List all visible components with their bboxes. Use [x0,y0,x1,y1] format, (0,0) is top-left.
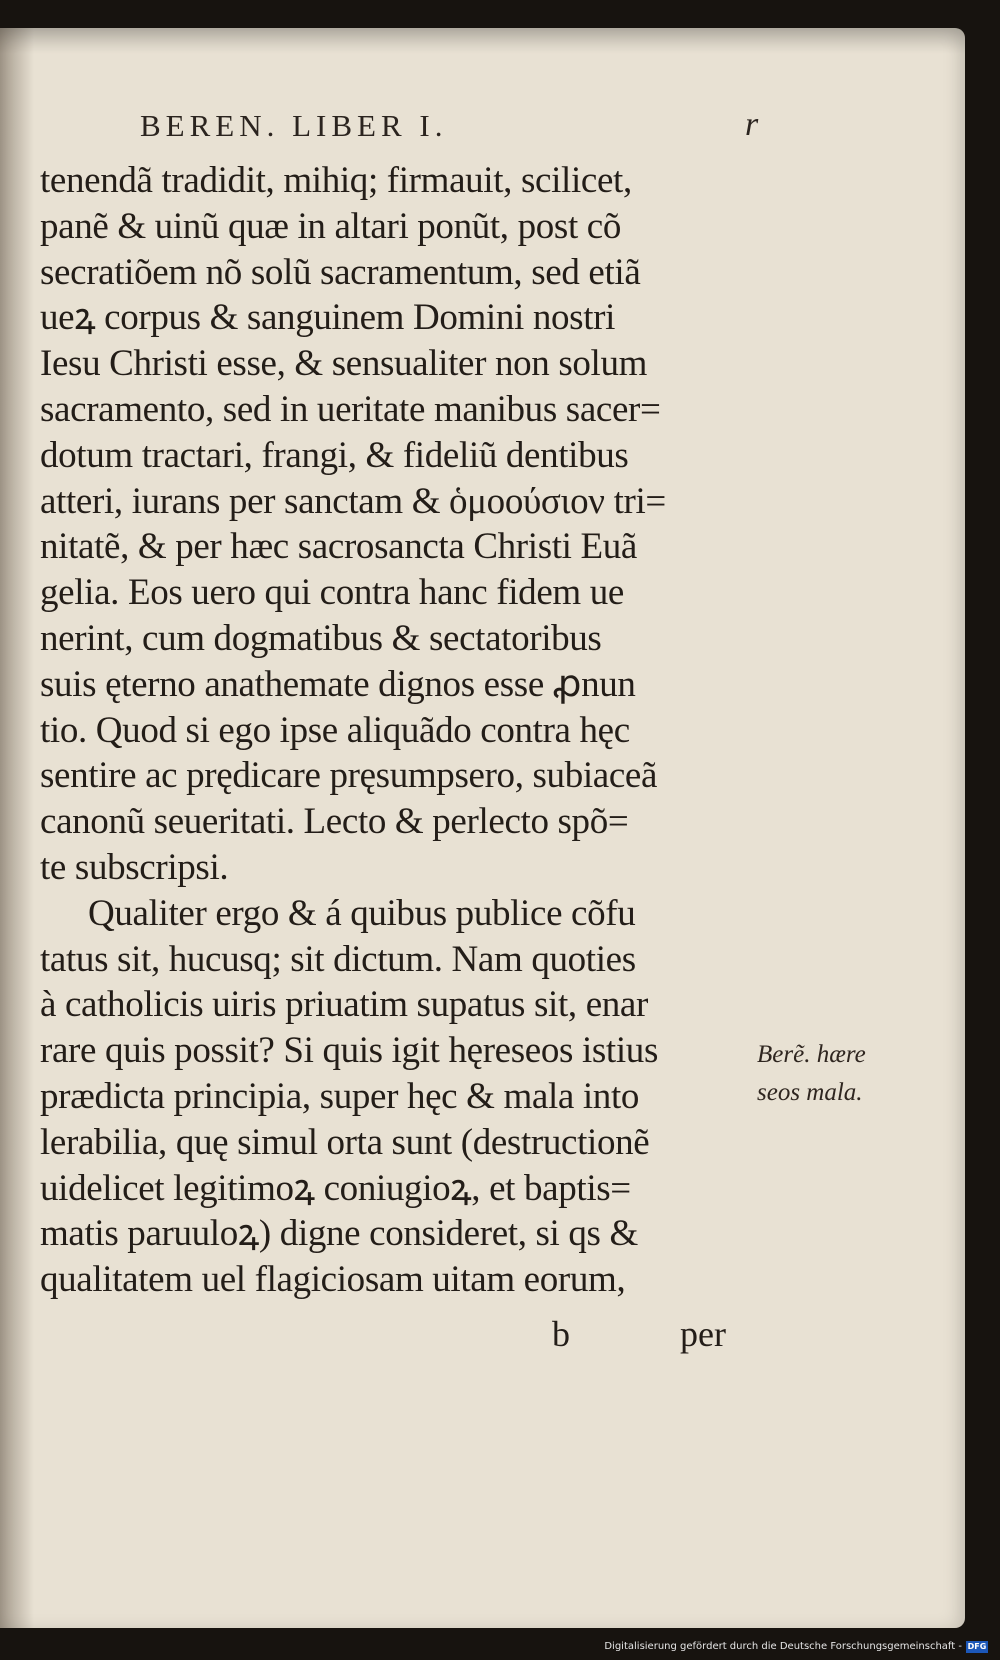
dfg-logo: DFG [967,1642,987,1651]
text-line: gelia. Eos uero qui contra hanc fidem ue [40,572,624,614]
text-line: Qualiter ergo & á quibus publice cõfu [88,892,636,934]
text-line: nitatẽ, & per hæc sacrosancta Christi Euã [40,526,637,568]
catchword: per [680,1314,726,1354]
text-line: tio. Quod si ego ipse aliquãdo contra hęc [40,709,630,751]
text-line: prædicta principia, super hęc & mala into [40,1075,640,1117]
page-header [140,108,780,148]
text-line: uidelicet legitimoꝝ coniugioꝝ, et baptis= [40,1167,631,1209]
margin-note-line: seos mala. [757,1079,863,1106]
credit-text: Digitalisierung gefördert durch die Deutsche Forschungsgemeinschaft - [604,1641,962,1652]
text-line: canonũ seueritati. Lecto & perlecto spõ= [40,801,629,843]
text-line: dotum tractari, frangi, & fideliũ dentibus [40,434,629,476]
text-line: ueꝝ corpus & sanguinem Domini nostri [40,297,616,339]
text-line: suis ęterno anathemate dignos esse ꝓnun [40,663,636,705]
margin-note [757,1036,866,1112]
text-line: rare quis possit? Si quis igit hęreseos istius [40,1030,658,1072]
text-line: tenendã tradidit, mihiq; firmauit, scilicet, [40,160,632,201]
margin-note-line: Berẽ. hære [757,1041,866,1068]
text-line: à catholicis uiris priuatim supatus sit, enar [40,984,648,1026]
book-page [0,28,965,1628]
signature-mark: b [552,1314,570,1354]
text-line: qualitatem uel flagiciosam uitam eorum, [40,1259,626,1301]
text-line: nerint, cum dogmatibus & sectatoribus [40,617,602,659]
page-gutter-shadow [0,28,34,1628]
main-text [40,158,750,1303]
text-line: tatus sit, hucusq; sit dictum. Nam quoties [40,938,636,980]
page-bottom [552,1313,752,1353]
text-line: sentire ac prędicare pręsumpsero, subiaceã [40,755,658,797]
folio-mark: r [745,106,764,143]
text-line: atteri, iurans per sanctam & ὁμοούσιον tri= [40,480,666,522]
text-line: lerabilia, quę simul orta sunt (destructionẽ [40,1121,650,1163]
digitization-credit [604,1638,988,1656]
text-line: te subscripsi. [40,846,229,888]
running-head: BEREN. LIBER I. [140,108,448,143]
text-line: panẽ & uinũ quæ in altari ponũt, post cõ [40,205,621,247]
text-line: Iesu Christi esse, & sensualiter non solum [40,343,648,385]
page-top-shadow [0,28,965,54]
text-line: matis paruuloꝝ) digne consideret, si qs & [40,1213,638,1255]
text-line: sacramento, sed in ueritate manibus sacer= [40,388,661,430]
text-line: secratiõem nõ solũ sacramentum, sed etiã [40,251,641,293]
